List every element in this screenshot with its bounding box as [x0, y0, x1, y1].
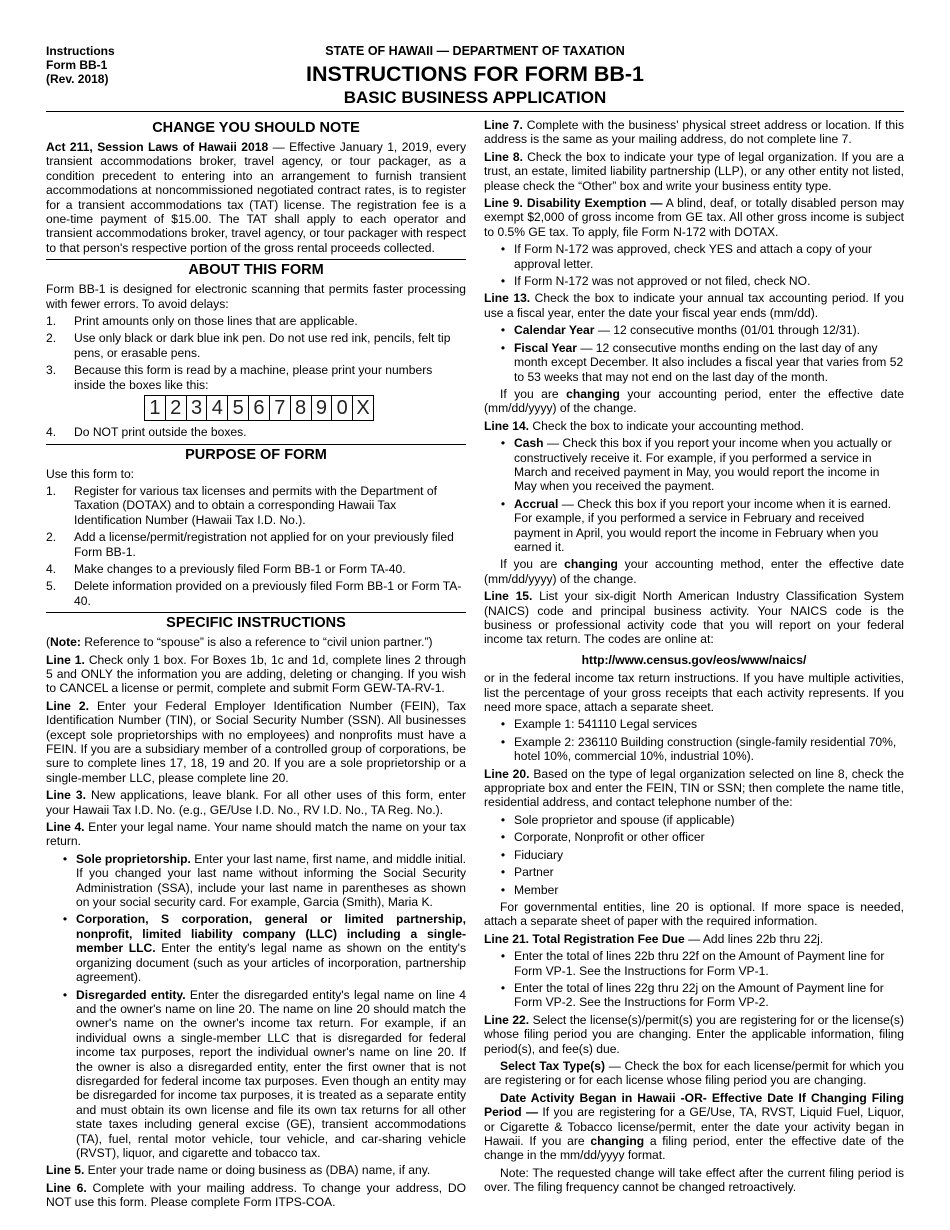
list-item: [492, 497, 904, 555]
item-label: Calendar Year: [514, 323, 595, 338]
page-title: INSTRUCTIONS FOR FORM BB-1: [305, 62, 645, 86]
line-3-instruction: [46, 788, 466, 817]
bullet-icon: •: [500, 734, 506, 749]
line-text: New applications, leave blank. For all other uses of this form, enter your Hawaii Tax I.D. No. (e.g., GE/Use I.D. No., RV I.D. No., TA Reg. No.).: [46, 788, 466, 817]
line-label: Line 5.: [46, 1163, 85, 1178]
line-15-continued: or in the federal income tax return instructions. If you have multiple activities, list the percentage of your gross receipts that each activity represents. If you need more space, attach a separate sheet.: [484, 671, 904, 715]
item-text: Member: [514, 882, 559, 897]
line-text: Enter your legal name. Your name should match the name on your tax return.: [46, 820, 466, 849]
item-text: Sole proprietor and spouse (if applicable): [514, 812, 735, 827]
item-text: Add a license/permit/registration not applied for on your previously filed Form BB-1.: [74, 530, 454, 559]
item-label: Disregarded entity.: [76, 987, 186, 1002]
item-number: 1.: [46, 483, 57, 498]
bullet-icon: •: [500, 830, 506, 845]
bullet-icon: •: [500, 882, 506, 897]
digit-box: 2: [166, 396, 187, 420]
item-text: a filing period, enter the effective date of the change in the mm/dd/yyyy format.: [484, 1134, 905, 1163]
line-5-instruction: [46, 1163, 466, 1177]
line-text: List your six-digit North American Industry Classification System (NAICS) code and principal business activity. Your NAICS code is the business or professional activity code that you will report on your federal income tax return. The codes are online at:: [484, 589, 904, 647]
item-number: 2.: [46, 331, 57, 346]
line-14-change-note: [484, 557, 904, 586]
item-number: 2.: [46, 530, 57, 545]
item-text: — Check this box if you report your income when you actually or constructively receive it. For example, if you performed a service in March and received payment in May, you would report the income in May when you received the payment.: [514, 436, 892, 494]
item-text: — 12 consecutive months (01/01 through 12/31).: [594, 323, 861, 338]
digit-box: 7: [270, 396, 291, 420]
item-text: If Form N-172 was not approved or not filed, check NO.: [514, 274, 811, 289]
line-4-instruction: [46, 820, 466, 849]
item-text: Use only black or dark blue ink pen. Do not use red ink, pencils, felt tip pens, or erasable pens.: [74, 331, 451, 360]
bullet-icon: •: [500, 323, 506, 338]
line-13-list: [492, 323, 904, 384]
bullet-icon: •: [62, 912, 68, 927]
bullet-icon: •: [500, 949, 506, 964]
line-20-list: [492, 813, 904, 897]
list-item: [492, 949, 904, 978]
tax-type-note: [484, 1059, 904, 1088]
line-label: Line 3.: [46, 788, 86, 803]
list-item: [54, 988, 466, 1161]
list-item: [46, 562, 466, 576]
item-number: 1.: [46, 314, 57, 329]
bullet-icon: •: [500, 717, 506, 732]
digit-box: 9: [312, 396, 333, 420]
list-item: [492, 274, 904, 288]
list-item: [492, 735, 904, 764]
line-1-instruction: [46, 653, 466, 696]
change-paragraph: [46, 140, 466, 255]
about-list-cont: [46, 425, 466, 439]
list-item: [492, 865, 904, 879]
item-text: Example 1: 541110 Legal services: [514, 717, 698, 732]
list-item: [492, 341, 904, 384]
item-text: Enter the disregarded entity's legal name on line 4 and the owner's name on line 20. The name on line 20 should match the owner's name on the owner's income tax return. For example, if an individual owns a single-member LLC that is disregarded for federal income tax purposes, report the individual owner's name on line 20. If the owner is also a disregarded entity, enter the first owner that is not disregarded for federal income tax purposes. Even though an entity may be disregarded for income tax purposes, it is treated as a separate entity and must obtain its own license and file its own tax returns for all other state taxes including general excise (GE), transient accommodations (TA), fuel, rental motor vehicle, tour vehicle, and car-sharing vehicle (RVST), liquor, and cigarette and tobacco tax.: [76, 987, 466, 1160]
item-label: Date Activity Began in Hawaii -OR- Effective Date If Changing Filing Period —: [484, 1090, 904, 1120]
bullet-icon: •: [500, 340, 506, 355]
list-item: [46, 363, 466, 392]
line-9-instruction: [484, 196, 904, 239]
digit-box: 0: [332, 396, 353, 420]
line-text: A blind, deaf, or totally disabled person may exempt $2,000 of gross income from GE tax. All other gross income is subject to 0.5% GE tax. To apply, file Form N-172 with DOTAX.: [484, 196, 904, 239]
line-label: Line 7.: [484, 118, 523, 132]
digit-box: X: [356, 397, 370, 420]
item-text: — 12 consecutive months ending on the last day of any month except December. It also includes a fiscal year that varies from 52 to 53 weeks that may not end on the last day of the month.: [514, 340, 904, 384]
item-label: Accrual: [514, 496, 559, 511]
bullet-icon: •: [500, 865, 506, 880]
bullet-icon: •: [500, 847, 506, 862]
header-divider: [46, 111, 904, 112]
item-text: Enter the total of lines 22b thru 22f on the Amount of Payment line for Form VP-1. See the Instructions for Form VP-1.: [514, 949, 885, 978]
emphasis: changing: [590, 1134, 645, 1148]
agency-name: STATE OF HAWAII — DEPARTMENT OF TAXATION: [325, 44, 625, 58]
list-item: [46, 579, 466, 608]
line-label: Line 2.: [46, 698, 89, 713]
item-text: Enter the total of lines 22g thru 22j on the Amount of Payment line for Form VP-2. See the Instructions for Form VP-2.: [514, 980, 884, 1010]
about-intro: Form BB-1 is designed for electronic scanning that permits faster processing with fewer errors. To avoid delays:: [46, 282, 466, 311]
text: If you are: [500, 557, 565, 572]
spouse-note: [46, 635, 466, 649]
item-text: Partner: [514, 865, 554, 880]
paren: (: [46, 635, 51, 650]
line-text: Check only 1 box. For Boxes 1b, 1c and 1d, complete lines 2 through 5 and ONLY the information you are adding, deleting or changing. If you wish to CANCEL a license or permit, complete and submit Form GEW-TA-RV-1.: [46, 652, 467, 696]
line-22-instruction: [484, 1013, 904, 1056]
change-lead: Act 211, Session Laws of Hawaii 2018: [46, 140, 269, 154]
item-label: Fiscal Year: [514, 340, 577, 355]
line-text: Based on the type of legal organization selected on line 8, check the appropriate box and enter the FEIN, TIN or SSN; then complete the name title, residential address, and contact telephone number of the:: [484, 766, 904, 810]
digit-box: 4: [207, 396, 228, 420]
line-label: Line 9. Disability Exemption —: [484, 196, 663, 211]
item-label: Corporation, S corporation, general or limited partnership, nonprofit, limited liability company (LLC) including a single-member LLC.: [76, 912, 466, 956]
line-14-instruction: [484, 419, 904, 433]
bullet-icon: •: [500, 496, 506, 511]
item-text: If you are registering for a GE/Use, TA, RVST, Liquid Fuel, Liquor, or Cigarette & Tobacco license/permit, enter the date your activity began in Hawaii. If you are: [484, 1105, 904, 1148]
line-14-list: [492, 436, 904, 554]
bullet-icon: •: [500, 812, 506, 827]
line-6-instruction: [46, 1181, 466, 1210]
list-item: [492, 242, 904, 271]
about-list: [46, 314, 466, 392]
line-label: Line 6.: [46, 1180, 87, 1195]
list-item: [492, 830, 904, 844]
line-20-instruction: [484, 767, 904, 810]
line-text: — Add lines 22b thru 22j.: [684, 931, 824, 946]
item-text: If Form N-172 was approved, check YES and attach a copy of your approval letter.: [514, 242, 873, 271]
line-21-instruction: [484, 932, 904, 946]
purpose-intro: Use this form to:: [46, 466, 135, 481]
line-label: Line 14.: [484, 418, 530, 433]
naics-link[interactable]: http://www.census.gov/eos/www/naics/: [581, 652, 807, 667]
section-heading-about: ABOUT THIS FORM: [46, 259, 466, 279]
item-text: Do NOT print outside the boxes.: [74, 425, 247, 440]
line-21-list: [492, 949, 904, 1010]
page-subtitle: BASIC BUSINESS APPLICATION: [343, 88, 607, 107]
line-7-instruction: [484, 118, 904, 147]
item-text: — Check the box for each license/permit for which you are registering or for each license whose filing period you are changing.: [484, 1058, 904, 1088]
line-8-instruction: [484, 150, 904, 193]
item-number: 3.: [46, 363, 57, 378]
line-4-list: [54, 852, 466, 1161]
item-text: Corporate, Nonprofit or other officer: [514, 830, 705, 845]
emphasis: changing: [566, 386, 620, 401]
bullet-icon: •: [62, 851, 68, 866]
line-text: Check the box to indicate your type of legal organization. If you are a trust, an estate, limited liability partnership (LLP), or any other entity not listed, please check the “Other” box and write your business entity type.: [484, 149, 904, 193]
list-item: [46, 425, 466, 439]
effective-change-note: Note: The requested change will take effect after the current filing period is over. The filing frequency cannot be changed retroactively.: [484, 1165, 904, 1195]
bullet-icon: •: [62, 987, 68, 1002]
digit-box: 5: [228, 396, 249, 420]
list-item: [492, 717, 904, 731]
item-number: 4.: [46, 425, 57, 440]
section-heading-purpose: PURPOSE OF FORM: [46, 444, 466, 464]
line-label: Line 20.: [484, 766, 530, 781]
line-label: Line 1.: [46, 652, 85, 667]
line-text: Check the box to indicate your annual tax accounting period. If you use a fiscal year, enter the date your fiscal year ends (mm/dd).: [484, 291, 904, 320]
text: If you are: [500, 386, 567, 401]
list-item: [46, 331, 466, 360]
line-text: Check the box to indicate your accounting method.: [529, 418, 805, 433]
list-item: [492, 981, 904, 1010]
form-id-line: Form BB-1: [46, 58, 108, 72]
item-text: Enter your last name, first name, and middle initial. If you changed your last name without informing the Social Security Administration (SSA), include your last name in parentheses as shown on your social security card. For example, Garcia (Smith), Maria K.: [76, 851, 466, 910]
form-id-line: Instructions: [46, 44, 115, 58]
item-text: — Check this box if you report your income when it is earned. For example, if you performed a service in February and received payment in April, you would report the income in February when you earned it.: [514, 496, 892, 554]
line-2-instruction: [46, 699, 466, 785]
list-item: [492, 848, 904, 862]
note-text: Reference to “spouse” is also a reference to “civil union partner.”): [80, 635, 433, 650]
line-label: Line 4.: [46, 820, 85, 835]
bullet-icon: •: [500, 980, 506, 995]
list-item: [54, 912, 466, 984]
line-label: Line 13.: [484, 291, 531, 306]
change-text: — Effective January 1, 2019, every transient accommodations broker, travel agency, or tour packager, as a condition precedent to entering into an arrangement to furnish transient accommodations at noncommissioned negotiated contract rates, is to register for a transient accommodations tax (TAT) license. The registration fee is a one-time payment of $15.00. The TAT shall apply to each operator and transient accommodations broker, travel agency, or tour packager with respect to that person's respective portion of the gross rental proceeds collected.: [46, 140, 466, 255]
digit-example-boxes: [144, 395, 374, 421]
item-text: Enter the entity's legal name as shown on the entity's organizing document (such as your articles of incorporation, partnership agreement).: [76, 941, 467, 985]
bullet-icon: •: [500, 274, 506, 289]
line-13-instruction: [484, 291, 904, 320]
text: your accounting period, enter the effective date (mm/dd/yyyy) of the change.: [484, 386, 904, 416]
note-label: Note:: [50, 635, 81, 650]
digit-box: 6: [249, 396, 270, 420]
line-text: Complete with your mailing address. To change your address, DO NOT use this form. Please complete Form ITPS-COA.: [46, 1180, 466, 1210]
item-label: Cash: [514, 436, 544, 451]
line-9-list: [492, 242, 904, 288]
line-20-note: For governmental entities, line 20 is optional. If more space is needed, attach a separate sheet of paper with the required information.: [484, 899, 904, 929]
form-id-line: (Rev. 2018): [46, 72, 109, 86]
bullet-icon: •: [500, 436, 506, 451]
item-text: Make changes to a previously filed Form BB-1 or Form TA-40.: [74, 561, 406, 576]
list-item: [46, 484, 466, 527]
date-activity-note: [484, 1091, 904, 1163]
left-column: [46, 118, 466, 1213]
item-text: Delete information provided on a previously filed Form BB-1 or Form TA-40.: [74, 579, 462, 608]
list-item: [492, 436, 904, 494]
item-label: Select Tax Type(s): [500, 1058, 606, 1073]
list-item: [492, 813, 904, 827]
list-item: [46, 530, 466, 559]
item-text: Because this form is read by a machine, please print your numbers inside the boxes like this:: [74, 363, 433, 392]
line-label: Line 8.: [484, 149, 524, 164]
digit-box: 1: [145, 396, 166, 420]
text: your accounting method, enter the effective date (mm/dd/yyyy) of the change.: [484, 557, 904, 586]
line-13-change-note: [484, 387, 904, 416]
list-item: [492, 883, 904, 897]
line-text: Select the license(s)/permit(s) you are registering for or the license(s) whose filing period you are changing. Enter the applicable information, filing period(s), and fee(s) due.: [484, 1012, 904, 1056]
right-column: [484, 118, 904, 1198]
section-heading-specific: SPECIFIC INSTRUCTIONS: [46, 612, 466, 632]
line-text: Complete with the business' physical street address or location. If this address is the same as your mailing address, do not complete line 7.: [484, 118, 904, 147]
emphasis: changing: [564, 557, 618, 572]
section-heading-change: CHANGE YOU SHOULD NOTE: [152, 120, 360, 136]
item-text: Example 2: 236110 Building construction (single-family residential 70%, hotel 10%, commercial 10%, industrial 10%).: [514, 734, 897, 764]
item-number: 5.: [46, 579, 57, 594]
item-text: Register for various tax licenses and permits with the Department of Taxation (DOTAX) and to obtain a corresponding Hawaii Tax Identification Number (Hawaii Tax I.D. No.).: [74, 483, 437, 527]
line-label: Line 15.: [484, 589, 533, 604]
bullet-icon: •: [500, 242, 506, 257]
line-text: Enter your Federal Employer Identification Number (FEIN), Tax Identification Number (TIN), or Social Security Number (SSN). All businesses (except sole proprietorships with no employees) and nonprofits must have a FEIN. If you are a subsidiary member of a controlled group of corporations, be sure to complete lines 17, 18, 19 and 20. If you are a sole proprietorship or a single-member LLC, please complete line 20.: [46, 698, 466, 785]
item-text: Print amounts only on those lines that are applicable.: [74, 314, 358, 329]
line-15-instruction: [484, 589, 904, 647]
item-number: 4.: [46, 561, 57, 576]
line-text: Enter your trade name or doing business as (DBA) name, if any.: [84, 1163, 431, 1178]
line-label: Line 22.: [484, 1012, 530, 1027]
item-text: Fiduciary: [514, 847, 564, 862]
line-15-list: [492, 717, 904, 763]
digit-box: 3: [187, 396, 208, 420]
purpose-list: [46, 484, 466, 608]
digit-box: 8: [291, 396, 312, 420]
list-item: [492, 323, 904, 337]
item-label: Sole proprietorship.: [76, 851, 191, 866]
list-item: [54, 852, 466, 910]
list-item: [46, 314, 466, 328]
line-label: Line 21. Total Registration Fee Due: [484, 931, 685, 946]
